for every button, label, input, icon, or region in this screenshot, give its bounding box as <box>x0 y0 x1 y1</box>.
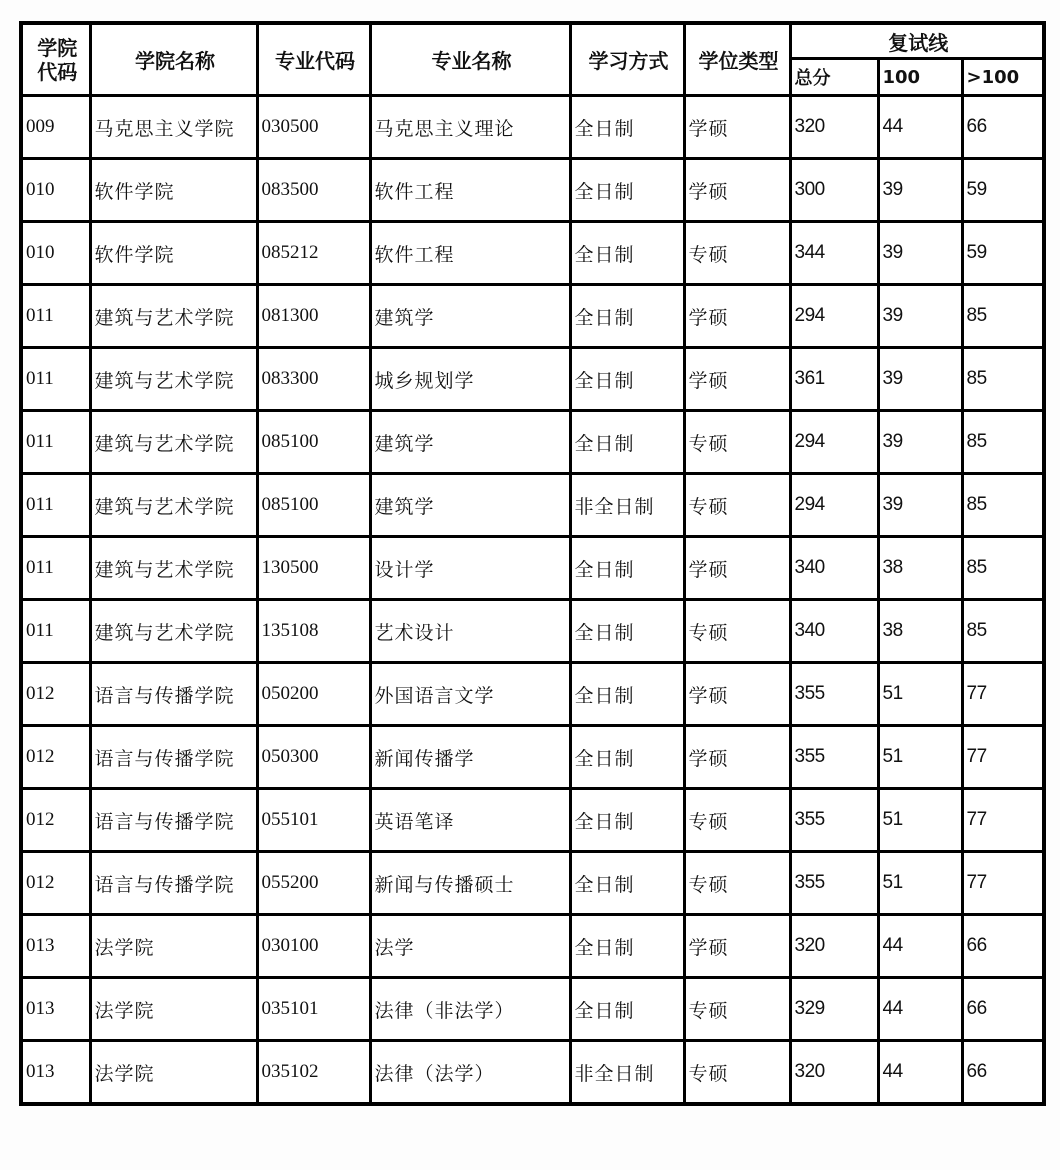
cell-college-code: 011 <box>21 600 90 663</box>
table-row <box>21 600 1044 663</box>
cell-college-name: 语言与传播学院 <box>90 726 257 789</box>
cell-study-mode: 全日制 <box>570 411 684 474</box>
cell-subject-100: 44 <box>878 96 962 159</box>
cell-college-code: 012 <box>21 663 90 726</box>
cell-degree-type: 专硕 <box>684 222 790 285</box>
cell-total-score: 320 <box>790 1041 878 1105</box>
table-row <box>21 663 1044 726</box>
cell-total-score: 340 <box>790 537 878 600</box>
cell-total-score: 320 <box>790 915 878 978</box>
cell-subject-gt100: 85 <box>962 474 1044 537</box>
cell-major-name: 建筑学 <box>370 474 570 537</box>
cell-total-score: 340 <box>790 600 878 663</box>
cell-study-mode: 全日制 <box>570 348 684 411</box>
header-total-score: 总分 <box>790 59 878 96</box>
cell-college-code: 011 <box>21 411 90 474</box>
cell-subject-100: 51 <box>878 852 962 915</box>
cell-degree-type: 学硕 <box>684 96 790 159</box>
table-row <box>21 726 1044 789</box>
table-row <box>21 978 1044 1041</box>
header-major-name: 专业名称 <box>370 23 570 96</box>
cell-college-name: 法学院 <box>90 978 257 1041</box>
header-study-mode: 学习方式 <box>570 23 684 96</box>
cell-major-code: 050300 <box>257 726 370 789</box>
cell-total-score: 294 <box>790 285 878 348</box>
cell-total-score: 355 <box>790 852 878 915</box>
header-college-code-line2: 代码 <box>37 59 78 84</box>
cell-major-code: 083500 <box>257 159 370 222</box>
table-row <box>21 1041 1044 1105</box>
cell-major-name: 法学 <box>370 915 570 978</box>
cell-college-code: 013 <box>21 978 90 1041</box>
cell-degree-type: 专硕 <box>684 411 790 474</box>
cell-subject-100: 39 <box>878 159 962 222</box>
cell-total-score: 294 <box>790 474 878 537</box>
cell-total-score: 294 <box>790 411 878 474</box>
table-row <box>21 285 1044 348</box>
cell-major-code: 081300 <box>257 285 370 348</box>
cell-major-name: 软件工程 <box>370 159 570 222</box>
cell-subject-100: 44 <box>878 978 962 1041</box>
cell-college-code: 012 <box>21 789 90 852</box>
cell-major-code: 085100 <box>257 411 370 474</box>
table-row <box>21 222 1044 285</box>
cell-major-code: 055101 <box>257 789 370 852</box>
cell-study-mode: 全日制 <box>570 915 684 978</box>
cell-degree-type: 专硕 <box>684 789 790 852</box>
table-row <box>21 915 1044 978</box>
cell-major-name: 法律（法学） <box>370 1041 570 1105</box>
cell-college-code: 011 <box>21 348 90 411</box>
table-row <box>21 411 1044 474</box>
cell-college-code: 009 <box>21 96 90 159</box>
cell-college-code: 010 <box>21 159 90 222</box>
retest-score-table <box>19 21 1046 1106</box>
cell-study-mode: 全日制 <box>570 537 684 600</box>
cell-major-name: 建筑学 <box>370 285 570 348</box>
cell-subject-100: 44 <box>878 915 962 978</box>
cell-college-name: 语言与传播学院 <box>90 663 257 726</box>
cell-subject-gt100: 77 <box>962 726 1044 789</box>
cell-degree-type: 专硕 <box>684 474 790 537</box>
table-row <box>21 537 1044 600</box>
header-subject-100: 100 <box>878 59 962 96</box>
cell-study-mode: 全日制 <box>570 159 684 222</box>
cell-subject-100: 38 <box>878 537 962 600</box>
cell-major-name: 建筑学 <box>370 411 570 474</box>
cell-study-mode: 全日制 <box>570 663 684 726</box>
cell-subject-100: 39 <box>878 222 962 285</box>
cell-college-code: 012 <box>21 726 90 789</box>
cell-college-code: 011 <box>21 537 90 600</box>
cell-college-name: 法学院 <box>90 1041 257 1105</box>
cell-subject-gt100: 85 <box>962 411 1044 474</box>
header-college-code <box>21 23 90 96</box>
cell-major-name: 新闻传播学 <box>370 726 570 789</box>
cell-study-mode: 非全日制 <box>570 1041 684 1105</box>
table-body <box>21 96 1044 1105</box>
cell-major-name: 马克思主义理论 <box>370 96 570 159</box>
cell-major-code: 030100 <box>257 915 370 978</box>
cell-study-mode: 全日制 <box>570 222 684 285</box>
cell-total-score: 329 <box>790 978 878 1041</box>
cell-degree-type: 学硕 <box>684 348 790 411</box>
cell-degree-type: 专硕 <box>684 978 790 1041</box>
cell-degree-type: 专硕 <box>684 1041 790 1105</box>
cell-major-name: 艺术设计 <box>370 600 570 663</box>
cell-degree-type: 专硕 <box>684 600 790 663</box>
cell-major-code: 055200 <box>257 852 370 915</box>
cell-major-name: 法律（非法学） <box>370 978 570 1041</box>
cell-college-name: 建筑与艺术学院 <box>90 285 257 348</box>
cell-subject-gt100: 85 <box>962 537 1044 600</box>
header-college-code-line1: 学院 <box>37 35 78 60</box>
cell-college-name: 建筑与艺术学院 <box>90 348 257 411</box>
table-row <box>21 96 1044 159</box>
cell-college-code: 011 <box>21 474 90 537</box>
cell-total-score: 344 <box>790 222 878 285</box>
cell-college-name: 建筑与艺术学院 <box>90 474 257 537</box>
header-subject-gt100: >100 <box>962 59 1044 96</box>
cell-major-code: 035102 <box>257 1041 370 1105</box>
cell-major-name: 新闻与传播硕士 <box>370 852 570 915</box>
cell-subject-100: 51 <box>878 789 962 852</box>
cell-college-name: 软件学院 <box>90 222 257 285</box>
cell-subject-100: 39 <box>878 411 962 474</box>
cell-subject-gt100: 66 <box>962 96 1044 159</box>
cell-major-code: 085100 <box>257 474 370 537</box>
cell-college-code: 011 <box>21 285 90 348</box>
cell-study-mode: 全日制 <box>570 978 684 1041</box>
cell-college-name: 马克思主义学院 <box>90 96 257 159</box>
cell-total-score: 300 <box>790 159 878 222</box>
cell-subject-gt100: 85 <box>962 285 1044 348</box>
cell-study-mode: 全日制 <box>570 600 684 663</box>
cell-total-score: 355 <box>790 789 878 852</box>
cell-total-score: 320 <box>790 96 878 159</box>
cell-degree-type: 学硕 <box>684 726 790 789</box>
cell-major-code: 085212 <box>257 222 370 285</box>
cell-major-name: 城乡规划学 <box>370 348 570 411</box>
cell-major-code: 030500 <box>257 96 370 159</box>
cell-total-score: 361 <box>790 348 878 411</box>
cell-subject-gt100: 85 <box>962 348 1044 411</box>
cell-college-code: 013 <box>21 915 90 978</box>
cell-subject-100: 51 <box>878 726 962 789</box>
cell-major-code: 050200 <box>257 663 370 726</box>
cell-subject-gt100: 66 <box>962 915 1044 978</box>
cell-subject-gt100: 77 <box>962 789 1044 852</box>
cell-major-code: 083300 <box>257 348 370 411</box>
header-degree-type: 学位类型 <box>684 23 790 96</box>
cell-subject-gt100: 59 <box>962 222 1044 285</box>
header-retest-line: 复试线 <box>790 23 1044 59</box>
cell-study-mode: 全日制 <box>570 285 684 348</box>
cell-major-code: 135108 <box>257 600 370 663</box>
cell-study-mode: 全日制 <box>570 96 684 159</box>
cell-study-mode: 全日制 <box>570 852 684 915</box>
header-college-name: 学院名称 <box>90 23 257 96</box>
cell-college-code: 010 <box>21 222 90 285</box>
cell-subject-gt100: 77 <box>962 852 1044 915</box>
cell-major-name: 外国语言文学 <box>370 663 570 726</box>
cell-college-name: 法学院 <box>90 915 257 978</box>
table-row <box>21 474 1044 537</box>
cell-subject-100: 39 <box>878 474 962 537</box>
cell-subject-gt100: 66 <box>962 1041 1044 1105</box>
table-header <box>21 23 1044 96</box>
table-row <box>21 159 1044 222</box>
cell-degree-type: 学硕 <box>684 537 790 600</box>
cell-study-mode: 全日制 <box>570 726 684 789</box>
cell-degree-type: 专硕 <box>684 852 790 915</box>
cell-college-code: 013 <box>21 1041 90 1105</box>
table-row <box>21 852 1044 915</box>
cell-subject-100: 51 <box>878 663 962 726</box>
cell-college-name: 建筑与艺术学院 <box>90 537 257 600</box>
cell-degree-type: 学硕 <box>684 663 790 726</box>
cell-college-name: 语言与传播学院 <box>90 789 257 852</box>
cell-subject-100: 39 <box>878 348 962 411</box>
cell-major-name: 软件工程 <box>370 222 570 285</box>
cell-major-name: 设计学 <box>370 537 570 600</box>
cell-subject-gt100: 66 <box>962 978 1044 1041</box>
header-major-code: 专业代码 <box>257 23 370 96</box>
cell-major-code: 035101 <box>257 978 370 1041</box>
cell-total-score: 355 <box>790 663 878 726</box>
cell-major-code: 130500 <box>257 537 370 600</box>
cell-college-name: 建筑与艺术学院 <box>90 411 257 474</box>
table-row <box>21 348 1044 411</box>
cell-college-name: 建筑与艺术学院 <box>90 600 257 663</box>
cell-subject-gt100: 59 <box>962 159 1044 222</box>
cell-degree-type: 学硕 <box>684 159 790 222</box>
cell-college-name: 语言与传播学院 <box>90 852 257 915</box>
cell-total-score: 355 <box>790 726 878 789</box>
cell-subject-gt100: 77 <box>962 663 1044 726</box>
cell-degree-type: 学硕 <box>684 285 790 348</box>
cell-degree-type: 学硕 <box>684 915 790 978</box>
cell-subject-100: 44 <box>878 1041 962 1105</box>
cell-study-mode: 非全日制 <box>570 474 684 537</box>
cell-study-mode: 全日制 <box>570 789 684 852</box>
cell-subject-100: 38 <box>878 600 962 663</box>
table-row <box>21 789 1044 852</box>
cell-college-code: 012 <box>21 852 90 915</box>
cell-subject-100: 39 <box>878 285 962 348</box>
cell-major-name: 英语笔译 <box>370 789 570 852</box>
cell-college-name: 软件学院 <box>90 159 257 222</box>
cell-subject-gt100: 85 <box>962 600 1044 663</box>
